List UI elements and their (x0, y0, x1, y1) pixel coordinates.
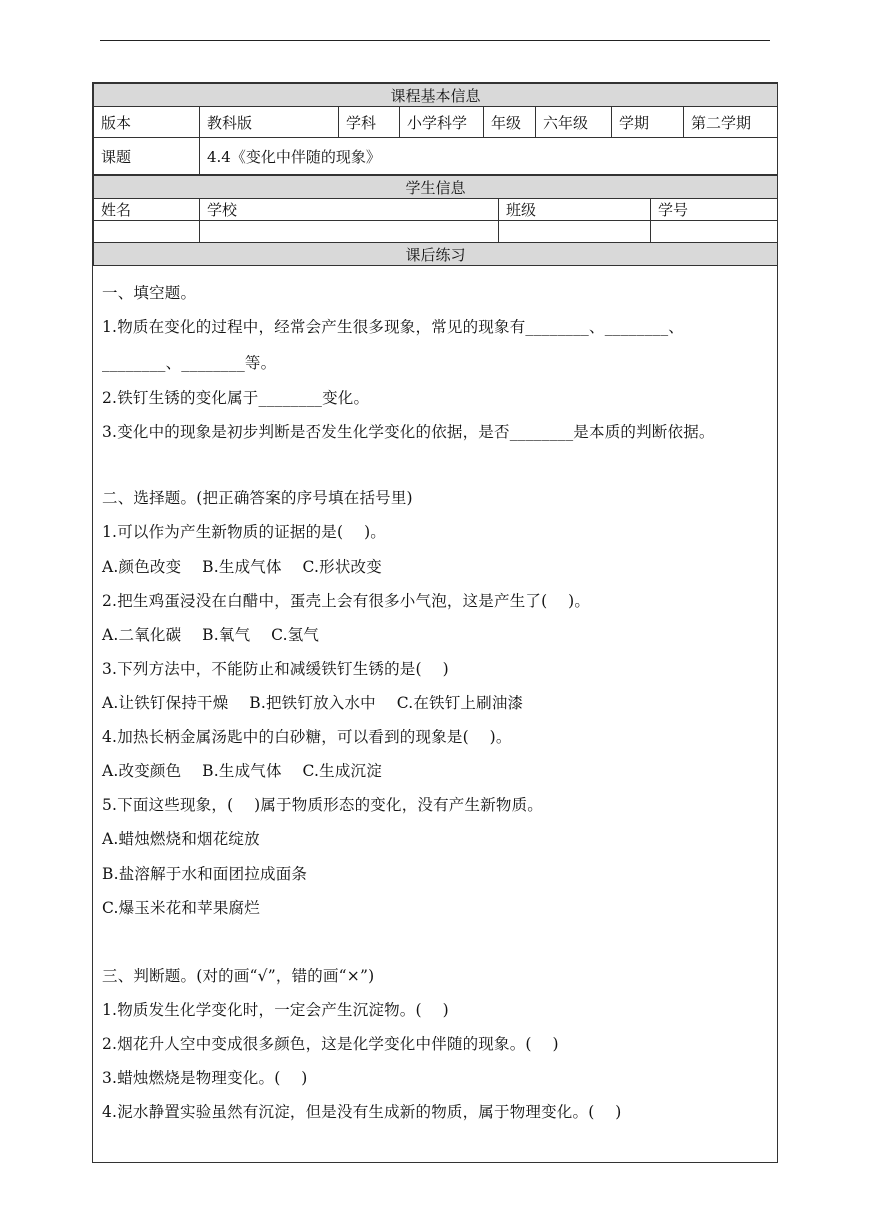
choice-q4: 4.加热长柄金属汤匙中的白砂糖，可以看到的现象是( )。 (102, 728, 512, 746)
fill-q2: 2.铁钉生锈的变化属于________变化。 (102, 389, 370, 407)
fill-q1-line2: ________、________等。 (102, 354, 277, 372)
label-student-id: 学号 (651, 199, 778, 221)
value-subject: 小学科学 (400, 107, 484, 138)
section-choice-title: 二、选择题。(把正确答案的序号填在括号里) (102, 489, 413, 507)
input-name[interactable] (94, 221, 200, 243)
value-grade: 六年级 (536, 107, 612, 138)
choice-q2-options: A.二氧化碳 B.氧气 C.氢气 (102, 626, 320, 644)
input-class[interactable] (499, 221, 651, 243)
choice-q1-options: A.颜色改变 B.生成气体 C.形状改变 (102, 558, 382, 576)
judge-q4: 4.泥水静置实验虽然有沉淀，但是没有生成新的物质，属于物理变化。( ) (102, 1103, 622, 1121)
fill-q1-line1: 1.物质在变化的过程中，经常会产生很多现象，常见的现象有________、________、 (102, 318, 684, 336)
value-lesson: 4.4《变化中伴随的现象》 (200, 138, 778, 175)
student-info-table (93, 175, 778, 266)
header-rule (100, 40, 770, 41)
input-student-id[interactable] (651, 221, 778, 243)
label-class: 班级 (499, 199, 651, 221)
choice-q1: 1.可以作为产生新物质的证据的是( )。 (102, 523, 387, 541)
choice-q3-options: A.让铁钉保持干燥 B.把铁钉放入水中 C.在铁钉上刷油漆 (102, 694, 524, 712)
section-judge-title: 三、判断题。(对的画“√”，错的画“×”) (102, 967, 375, 985)
label-edition: 版本 (94, 107, 200, 138)
label-lesson: 课题 (94, 138, 200, 175)
choice-q2: 2.把生鸡蛋浸没在白醋中，蛋壳上会有很多小气泡，这是产生了( )。 (102, 592, 591, 610)
choice-q5-option-b: B.盐溶解于水和面团拉成面条 (102, 865, 308, 883)
section-fill-blank-title: 一、填空题。 (102, 284, 197, 302)
student-info-header: 学生信息 (94, 176, 778, 199)
label-school: 学校 (200, 199, 499, 221)
course-info-header: 课程基本信息 (94, 84, 778, 107)
label-name: 姓名 (94, 199, 200, 221)
choice-q5-option-c: C.爆玉米花和苹果腐烂 (102, 899, 260, 917)
value-edition: 教科版 (200, 107, 339, 138)
choice-q3: 3.下列方法中，不能防止和减缓铁钉生锈的是( ) (102, 660, 449, 678)
choice-q5: 5.下面这些现象，( )属于物质形态的变化，没有产生新物质。 (102, 796, 544, 814)
exercise-header: 课后练习 (94, 243, 778, 266)
worksheet (92, 82, 778, 1163)
value-term: 第二学期 (684, 107, 778, 138)
course-info-table (93, 83, 778, 175)
judge-q3: 3.蜡烛燃烧是物理变化。( ) (102, 1069, 308, 1087)
judge-q2: 2.烟花升人空中变成很多颜色，这是化学变化中伴随的现象。( ) (102, 1035, 559, 1053)
label-grade: 年级 (484, 107, 536, 138)
input-school[interactable] (200, 221, 499, 243)
judge-q1: 1.物质发生化学变化时，一定会产生沉淀物。( ) (102, 1001, 449, 1019)
choice-q5-option-a: A.蜡烛燃烧和烟花绽放 (102, 830, 260, 848)
label-term: 学期 (612, 107, 684, 138)
fill-q3: 3.变化中的现象是初步判断是否发生化学变化的依据，是否________是本质的判断依据。 (102, 423, 715, 441)
choice-q4-options: A.改变颜色 B.生成气体 C.生成沉淀 (102, 762, 382, 780)
label-subject: 学科 (339, 107, 400, 138)
